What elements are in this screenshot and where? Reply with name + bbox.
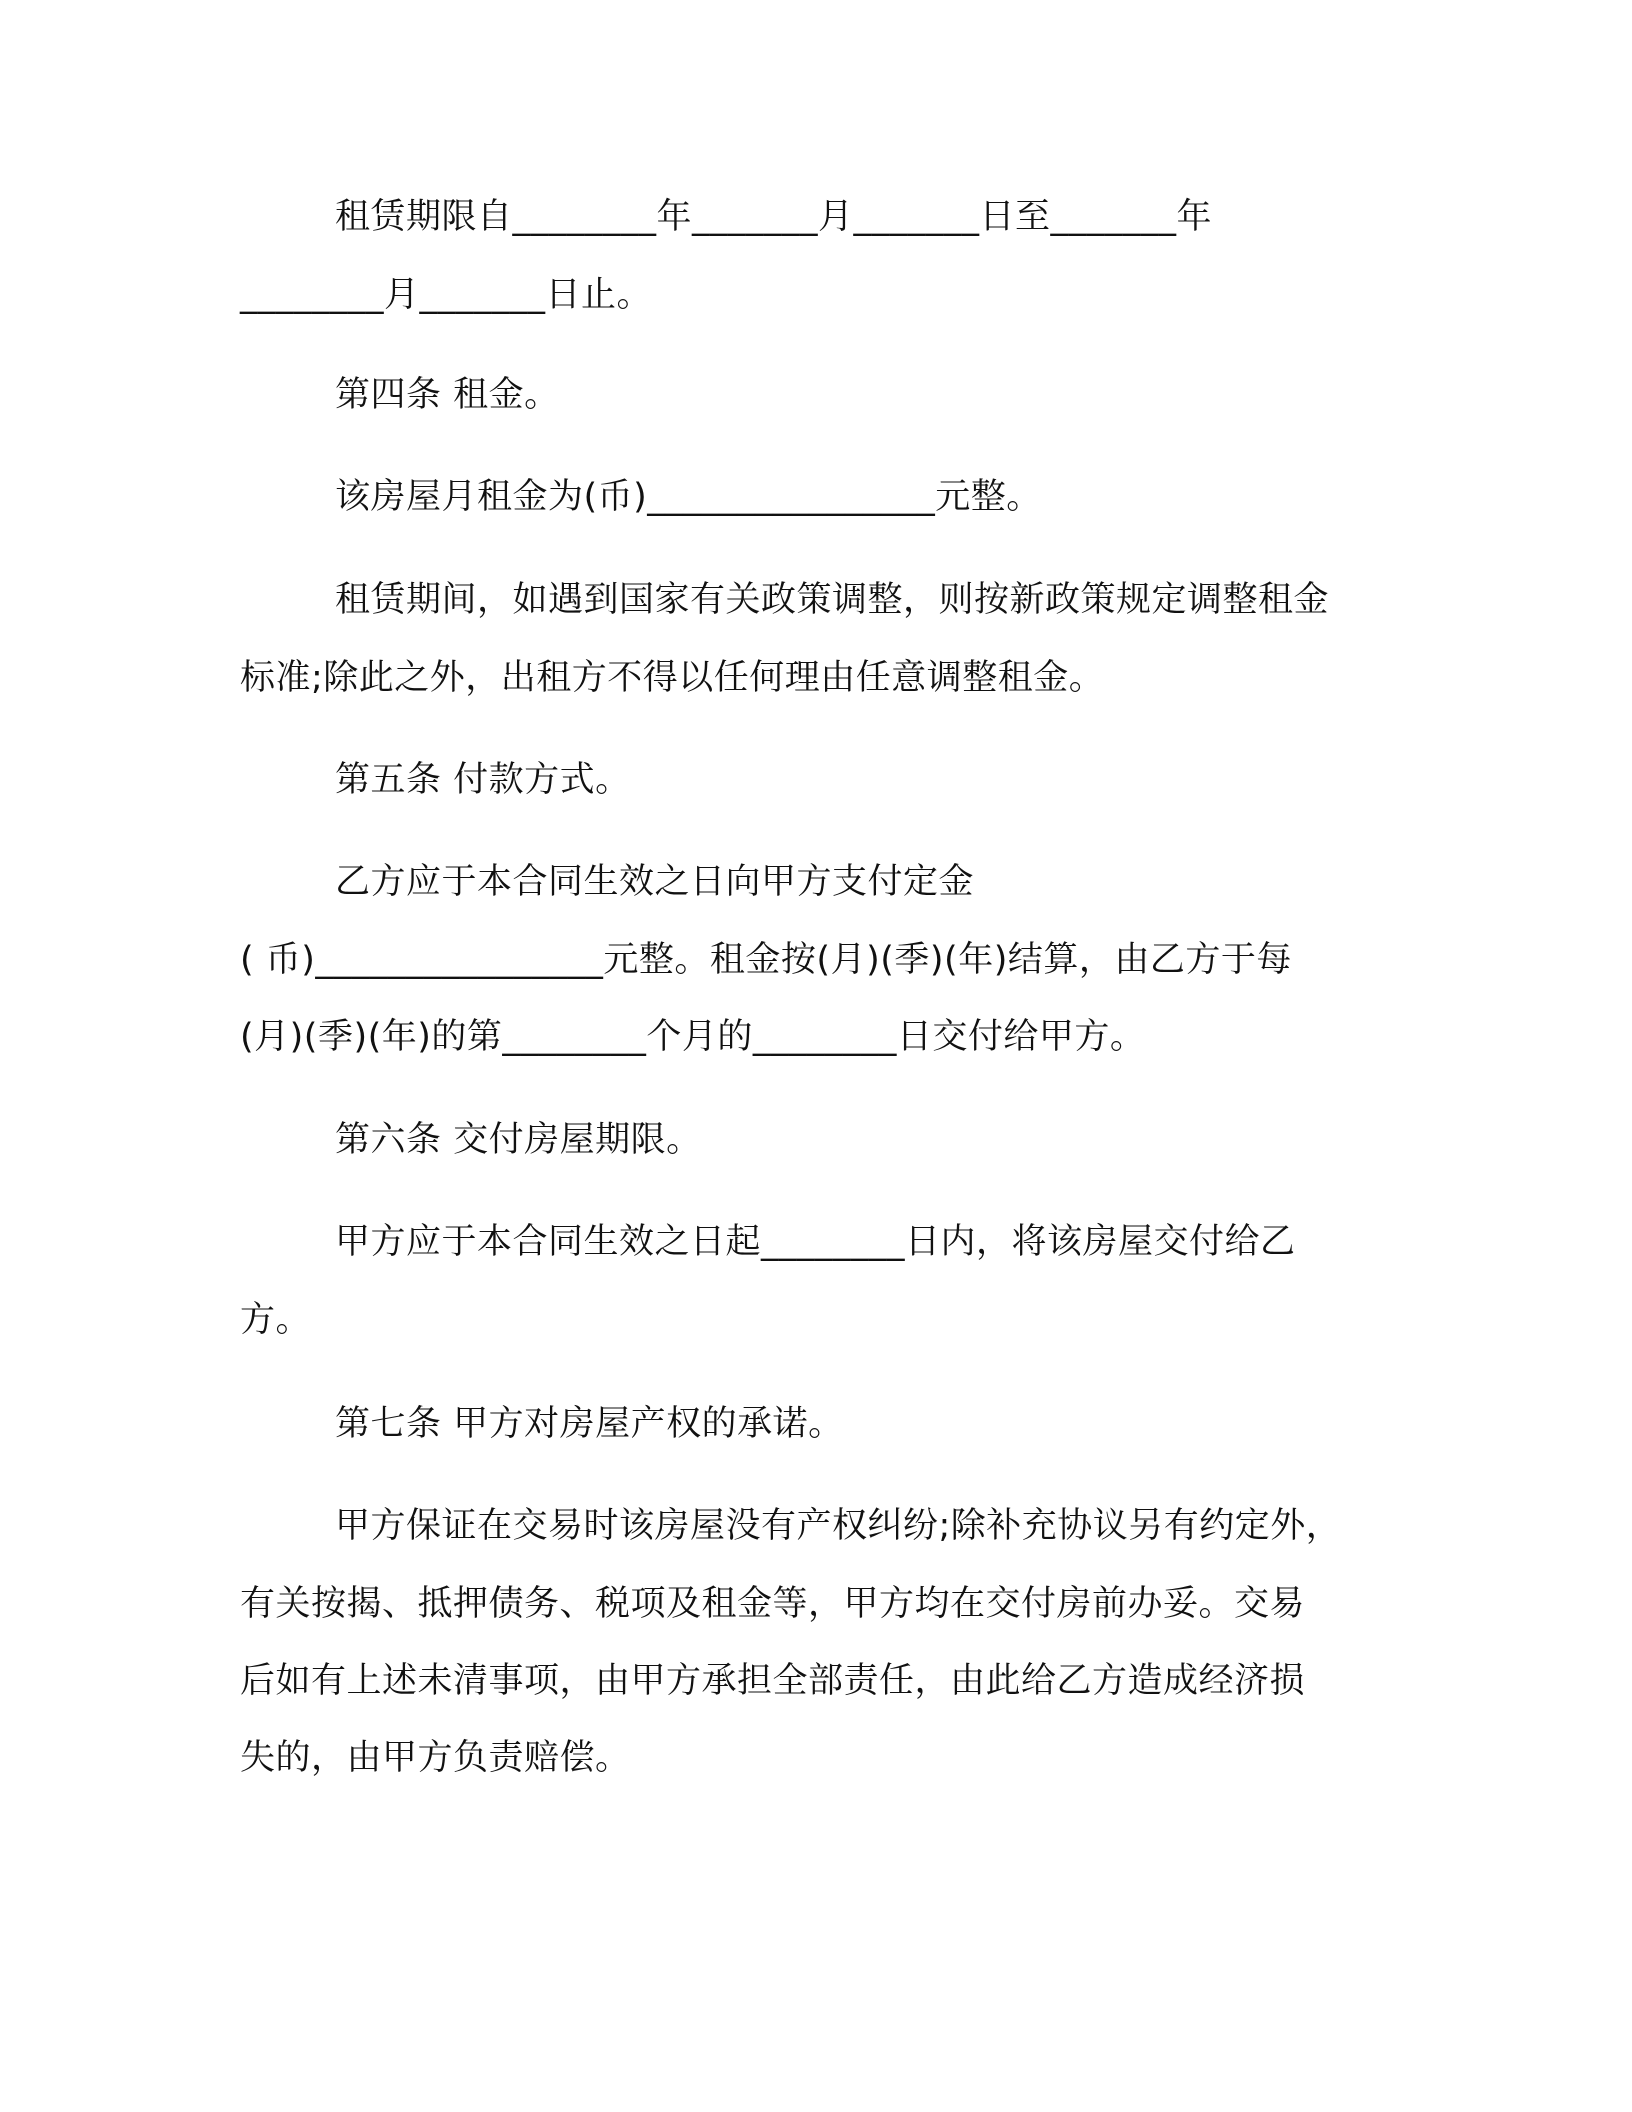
payment-line-3: (月)(季)(年)的第________个月的________日交付给甲方。 [240,1017,1146,1057]
article-7-heading: 第七条 甲方对房屋产权的承诺。 [335,1404,844,1444]
title-guarantee-line-3: 后如有上述未清事项，由甲方承担全部责任，由此给乙方造成经济损 [240,1661,1306,1701]
monthly-rent-line: 该房屋月租金为(币)________________元整。 [335,477,1042,517]
title-guarantee-line-1: 甲方保证在交易时该房屋没有产权纠纷;除补充协议另有约定外， [335,1506,1342,1546]
article-6-heading: 第六条 交付房屋期限。 [335,1120,702,1160]
payment-line-2: ( 币)________________元整。租金按(月)(季)(年)结算，由乙方于每 [240,940,1292,980]
term-period-line-1: 租赁期限自________年_______月_______日至_______年 [335,197,1213,237]
term-period-line-2: ________月_______日止。 [240,275,653,315]
delivery-line-2: 方。 [240,1300,312,1340]
title-guarantee-line-4: 失的，由甲方负责赔偿。 [240,1738,631,1778]
rent-adjustment-line-1: 租赁期间，如遇到国家有关政策调整，则按新政策规定调整租金 [335,580,1330,620]
payment-line-1: 乙方应于本合同生效之日向甲方支付定金 [335,862,975,902]
article-5-heading: 第五条 付款方式。 [335,760,631,800]
title-guarantee-line-2: 有关按揭、抵押债务、税项及租金等，甲方均在交付房前办妥。交易 [240,1584,1306,1624]
article-4-heading: 第四条 租金。 [335,375,560,415]
rent-adjustment-line-2: 标准;除此之外，出租方不得以任何理由任意调整租金。 [240,658,1105,698]
delivery-line-1: 甲方应于本合同生效之日起________日内，将该房屋交付给乙 [335,1222,1296,1262]
